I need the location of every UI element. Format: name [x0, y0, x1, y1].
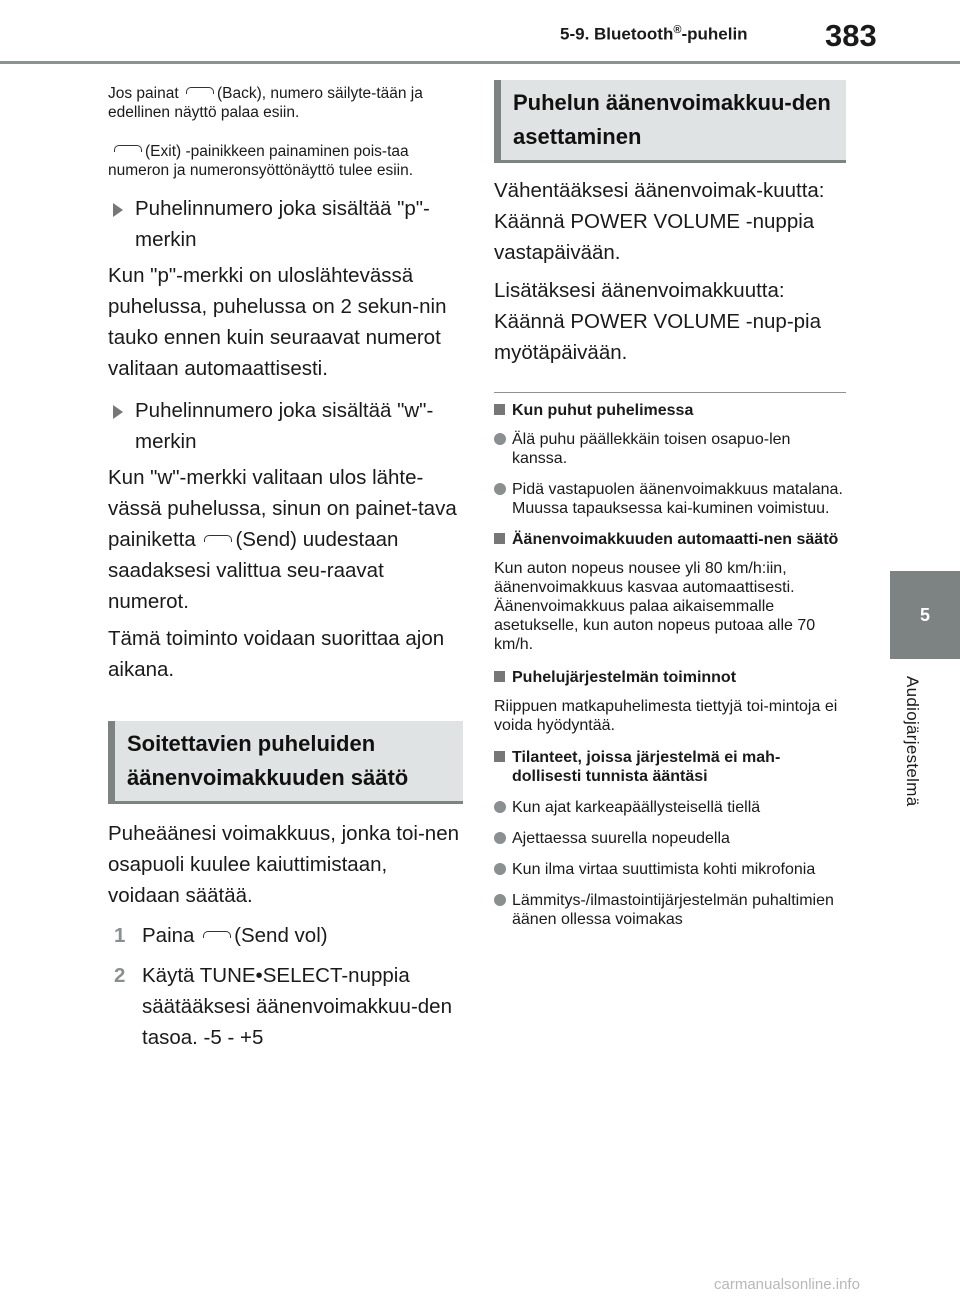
w-mark-text-start: Kun "w"-merkki valitaan ulos lähte-vässä puhelussa, sinun on painet-tava painiketta: [108, 466, 457, 551]
list-item: [494, 891, 846, 929]
square-bullet-icon: [494, 751, 505, 762]
section-header: [560, 24, 748, 45]
arrow-item-w: [108, 395, 463, 457]
section-title-call-volume: Puhelun äänenvoimakkuu-den asettaminen: [494, 80, 846, 163]
list-item: [494, 860, 846, 879]
circle-bullet-icon: [494, 863, 506, 875]
right-column: [494, 80, 846, 929]
section-title-send-volume: Soitettavien puheluiden äänenvoimakkuuden säätö: [108, 721, 463, 804]
arrow-item-p-text: Puhelinnumero joka sisältää "p"-merkin: [135, 197, 430, 251]
heading-recognition: [494, 748, 846, 786]
exit-paragraph: [108, 142, 463, 180]
heading-phone-functions: [494, 668, 846, 687]
back-text-start: Jos painat: [108, 85, 179, 102]
w-mark-paragraph: [108, 462, 463, 617]
list-item-text: Kun ilma virtaa suuttimista kohti mikrofonia: [512, 861, 816, 878]
circle-bullet-icon: [494, 832, 506, 844]
circle-bullet-icon: [494, 483, 506, 495]
send-volume-paragraph: Puheäänesi voimakkuus, jonka toi-nen osapuoli kuulee kaiuttimistaan, voidaan säätää.: [108, 822, 459, 907]
info-divider: [494, 392, 846, 393]
decrease-volume-paragraph: Vähentääksesi äänenvoimak-kuutta: Käännä POWER VOLUME -nuppia vastapäivään.: [494, 179, 825, 264]
phone-functions-paragraph: Riippuen matkapuhelimesta tiettyjä toi-mintoja ei voida hyödyntää.: [494, 698, 838, 734]
heading-auto-volume-text: Äänenvoimakkuuden automaatti-nen säätö: [512, 531, 839, 548]
chapter-tab: 5: [890, 571, 960, 659]
arrow-right-icon: [113, 203, 123, 217]
step-1-text-end: (Send vol): [234, 924, 328, 947]
circle-bullet-icon: [494, 801, 506, 813]
back-paragraph: [108, 84, 463, 122]
circle-bullet-icon: [494, 894, 506, 906]
list-item: [494, 480, 846, 518]
header-divider: [0, 61, 960, 64]
increase-volume-paragraph: Lisätäksesi äänenvoimakkuutta: Käännä POWER VOLUME -nup-pia myötäpäivään.: [494, 279, 821, 364]
heading-phone-functions-text: Puhelujärjestelmän toiminnot: [512, 669, 737, 686]
heading-recognition-text: Tilanteet, joissa järjestelmä ei mah-dollisesti tunnista ääntäsi: [512, 749, 781, 785]
list-item: [494, 829, 846, 848]
step-2: [108, 960, 463, 1053]
heading-auto-volume: [494, 530, 846, 549]
square-bullet-icon: [494, 533, 505, 544]
section-header-suffix: -puhelin: [681, 24, 748, 44]
back-button-icon: [186, 87, 214, 94]
list-item: [494, 798, 846, 817]
while-driving-paragraph: Tämä toiminto voidaan suorittaa ajon aikana.: [108, 627, 445, 681]
heading-when-talking: [494, 401, 846, 420]
send-button-icon: [204, 535, 232, 542]
arrow-right-icon: [113, 405, 123, 419]
square-bullet-icon: [494, 671, 505, 682]
square-bullet-icon: [494, 404, 505, 415]
exit-button-icon: [114, 145, 142, 152]
chapter-label: Audiojärjestelmä: [903, 676, 922, 807]
arrow-item-p: [108, 193, 463, 255]
list-item-text: Älä puhu päällekkäin toisen osapuo-len kanssa.: [512, 431, 791, 467]
auto-volume-paragraph: Kun auton nopeus nousee yli 80 km/h:iin, äänenvoimakkuus kasvaa automaattisesti. Äänenvoimakkuus palaa aikaisemmalle asetukselle, kun auton nopeus putoaa alle 70 km/h.: [494, 560, 816, 653]
list-item-text: Lämmitys-/ilmastointijärjestelmän puhaltimien äänen ollessa voimakas: [512, 892, 834, 928]
list-item-text: Ajettaessa suurella nopeudella: [512, 830, 730, 847]
p-mark-paragraph: Kun "p"-merkki on uloslähtevässä puhelussa, puhelussa on 2 sekun-nin tauko ennen kuin seuraavat numerot valitaan automaattisesti.: [108, 264, 447, 380]
step-number: 2: [114, 964, 126, 987]
step-1-text-start: Paina: [142, 924, 195, 947]
circle-bullet-icon: [494, 433, 506, 445]
send-vol-button-icon: [203, 931, 231, 938]
step-2-text: Käytä TUNE•SELECT-nuppia säätääksesi äänenvoimakkuu-den tasoa. -5 - +5: [142, 964, 452, 1049]
w-mark-text-end: (Send) uudestaan saadaksesi valittua seu-raavat numerot.: [108, 528, 399, 613]
registered-mark: ®: [673, 24, 682, 36]
list-item: [494, 430, 846, 468]
watermark: carmanualsonline.info: [714, 1276, 860, 1293]
page-number: 383: [825, 18, 877, 53]
list-item-text: Kun ajat karkeapäällysteisellä tiellä: [512, 799, 761, 816]
list-item-text: Pidä vastapuolen äänenvoimakkuus matalana. Muussa tapauksessa kai-kuminen voimistuu.: [512, 481, 843, 517]
back-text-end: (Back), numero säilyte-tään ja edellinen näyttö palaa esiin.: [108, 85, 423, 121]
heading-when-talking-text: Kun puhut puhelimessa: [512, 402, 694, 419]
exit-text: (Exit) -painikkeen painaminen pois-taa numeron ja numeronsyöttönäyttö tulee esiin.: [108, 143, 414, 179]
section-header-prefix: 5-9. Bluetooth: [560, 24, 674, 44]
arrow-item-w-text: Puhelinnumero joka sisältää "w"-merkin: [135, 399, 434, 453]
left-column: [108, 80, 463, 1053]
step-1: [108, 920, 463, 951]
step-number: 1: [114, 924, 126, 947]
